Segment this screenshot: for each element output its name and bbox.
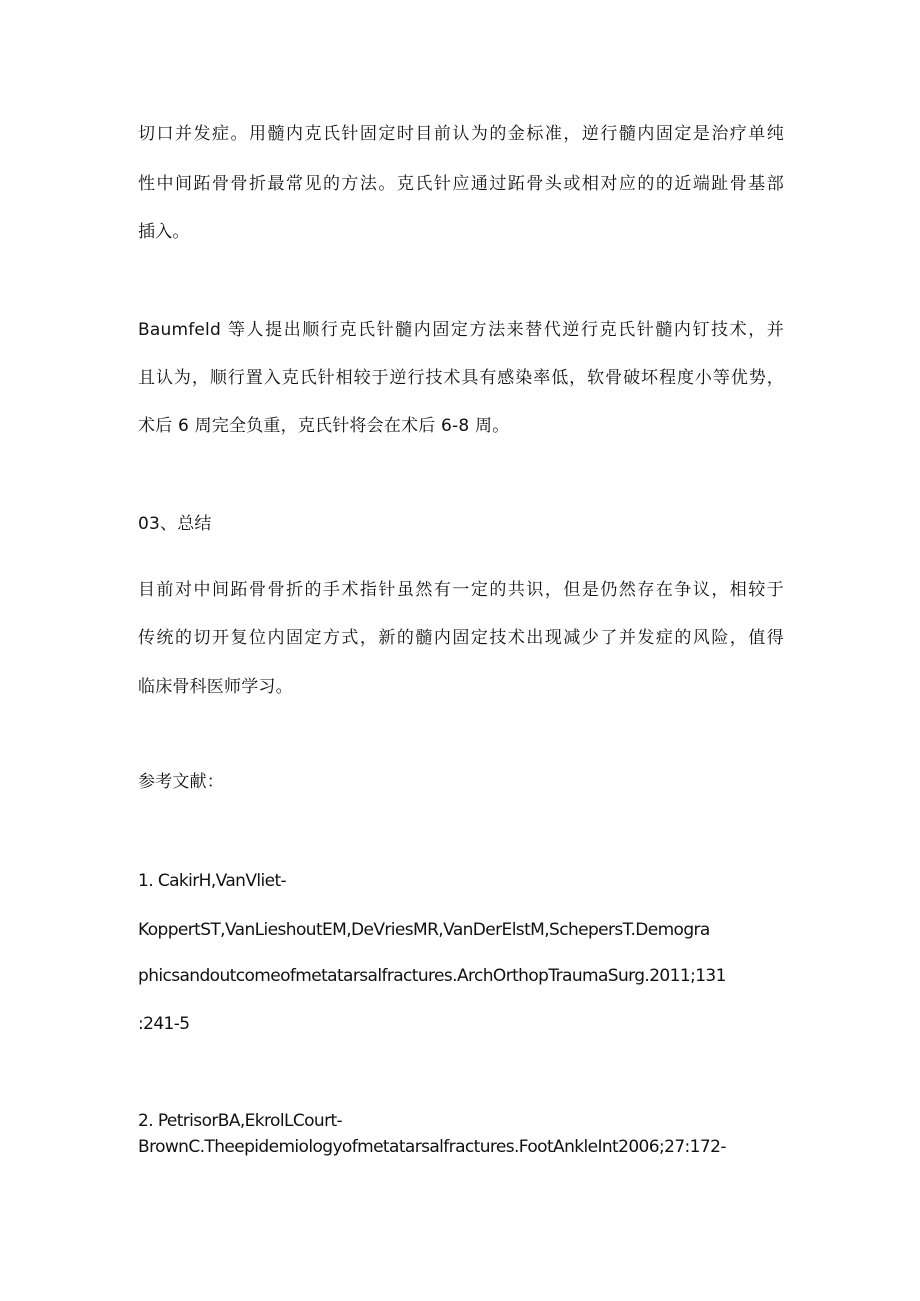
reference-line: 1. CakirH,VanVliet- xyxy=(138,871,287,891)
paragraph-line: 临床骨科医师学习。 xyxy=(138,677,293,697)
paragraph-line: 插入。 xyxy=(138,222,190,242)
paragraph-line: 传统的切开复位内固定方式，新的髓内固定技术出现减少了并发症的风险，值得 xyxy=(138,628,784,648)
paragraph-line: Baumfeld 等人提出顺行克氏针髓内固定方法来替代逆行克氏针髓内钉技术，并 xyxy=(138,320,784,340)
paragraph-line: 性中间跖骨骨折最常见的方法。克氏针应通过跖骨头或相对应的的近端趾骨基部 xyxy=(138,174,784,194)
paragraph-line: 切口并发症。用髓内克氏针固定时目前认为的金标准，逆行髓内固定是治疗单纯 xyxy=(138,124,784,144)
references-heading: 参考文献： xyxy=(138,772,224,792)
reference-line: phicsandoutcomeofmetatarsalfractures.ArchOrthopTraumaSurg.2011;131 xyxy=(138,966,726,986)
reference-line: :241-5 xyxy=(138,1014,190,1034)
section-heading: 03、总结 xyxy=(138,514,212,534)
paragraph-line: 目前对中间跖骨骨折的手术指针虽然有一定的共识，但是仍然存在争议，相较于 xyxy=(138,580,784,600)
paragraph-line: 术后 6 周完全负重，克氏针将会在术后 6-8 周。 xyxy=(138,416,510,436)
reference-line: 2. PetrisorBA,EkrolLCourt- xyxy=(138,1111,343,1131)
paragraph-line: 且认为，顺行置入克氏针相较于逆行技术具有感染率低，软骨破坏程度小等优势， xyxy=(138,368,784,388)
reference-line: KoppertST,VanLieshoutEM,DeVriesMR,VanDerElstM,SchepersT.Demogra xyxy=(138,920,710,940)
reference-line: BrownC.Theepidemiologyofmetatarsalfractures.FootAnkleInt2006;27:172- xyxy=(138,1137,726,1157)
